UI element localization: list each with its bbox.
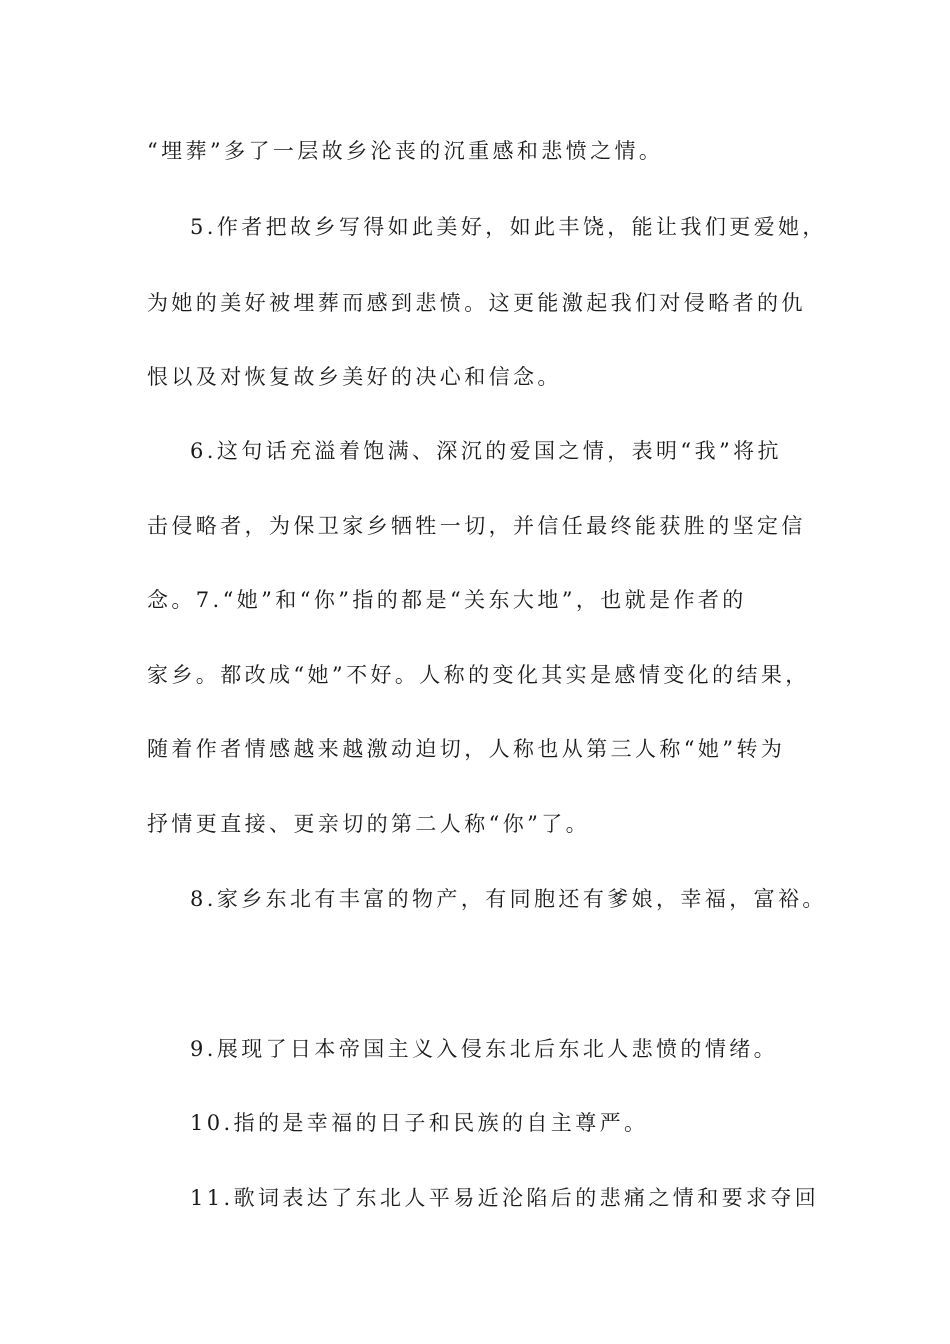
text-line-2: 5.作者把故乡写得如此美好，如此丰饶，能让我们更爱她， xyxy=(190,215,827,239)
text-line-7: 念。7.“她”和“你”指的都是“关东大地”，也就是作者的 xyxy=(147,588,747,612)
text-line-14: 11.歌词表达了东北人平易近沦陷后的悲痛之情和要求夺回 xyxy=(190,1186,820,1210)
text-line-6: 击侵略者，为保卫家乡牺牲一切，并信任最终能获胜的坚定信 xyxy=(147,514,806,538)
text-line-1: “埋葬”多了一层故乡沦丧的沉重感和悲愤之情。 xyxy=(147,139,664,163)
text-line-8: 家乡。都改成“她”不好。人称的变化其实是感情变化的结果， xyxy=(147,663,810,687)
text-line-3: 为她的美好被埋葬而感到悲愤。这更能激起我们对侵略者的仇 xyxy=(147,291,806,315)
text-line-9: 随着作者情感越来越激动迫切，人称也从第三人称“她”转为 xyxy=(147,737,786,761)
text-line-5: 6.这句话充溢着饱满、深沉的爱国之情，表明“我”将抗 xyxy=(190,439,782,463)
text-line-11: 8.家乡东北有丰富的物产，有同胞还有爹娘，幸福，富裕。 xyxy=(190,887,827,911)
text-line-13: 10.指的是幸福的日子和民族的自主尊严。 xyxy=(190,1111,649,1135)
text-line-4: 恨以及对恢复故乡美好的决心和信念。 xyxy=(147,365,562,389)
text-line-10: 抒情更直接、更亲切的第二人称“你”了。 xyxy=(147,812,591,836)
text-line-12: 9.展现了日本帝国主义入侵东北后东北人悲愤的情绪。 xyxy=(190,1037,779,1061)
